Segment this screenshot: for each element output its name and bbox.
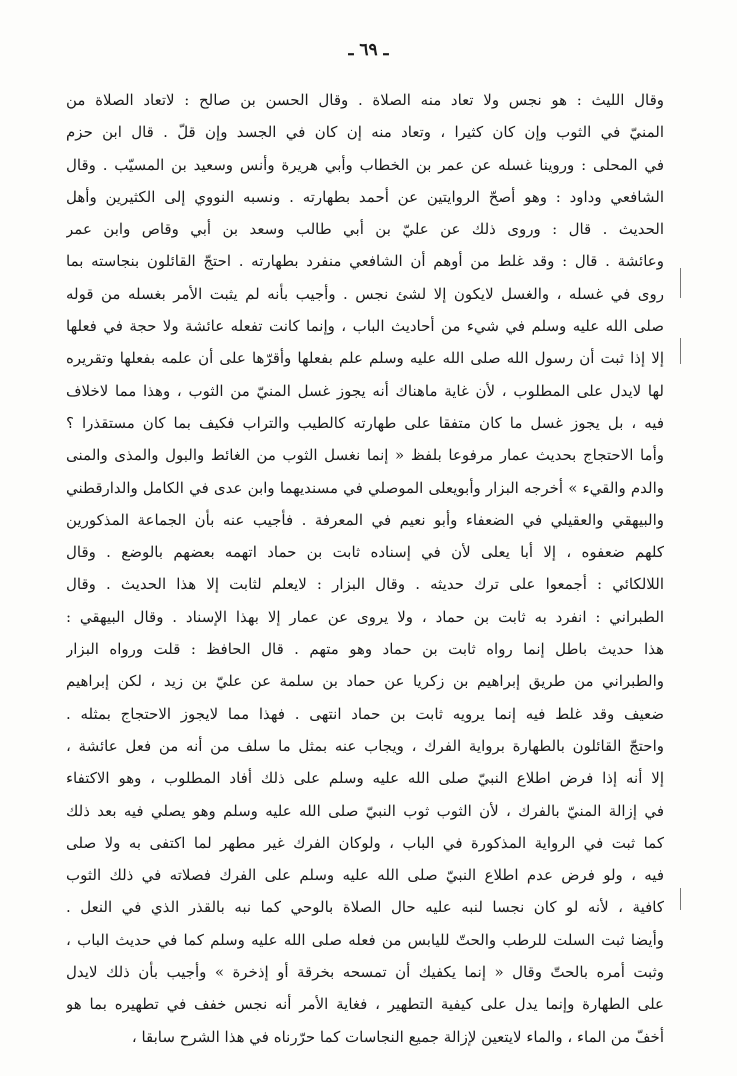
text-line: كلهم ضعفوه ، إلا أبا يعلى لأن في إسناده ثابت بن حماد اتهمه بعضهم بالوضع . وقال [66, 543, 664, 562]
text-line: وعائشة . قال : وقد غلط من أوهم أن الشافعي منفرد بطهارته . احتجّ القائلون بنجاسته بما [66, 252, 664, 271]
text-line: في إزالة المنيّ بالفرك ، لأن الثوب ثوب النبيّ صلى الله عليه وسلم وهو يصلي فيه بعد ذلك [66, 801, 664, 820]
text-line: المنيّ في الثوب وإن كان كثيرا ، وتعاد منه إن كان في الجسد وإن قلّ . قال ابن حزم [66, 123, 664, 142]
text-line: واحتجّ القائلون بالطهارة برواية الفرك ، ويجاب عنه بمثل ما سلف من أنه من فعل عائشة ، [66, 736, 664, 755]
text-line: اللالكائي : أجمعوا على ترك حديثه . وقال البزار : لايعلم لثابت إلا هذا الحديث . وقال [66, 575, 664, 594]
text-line: وقال الليث : هو نجس ولا تعاد منه الصلاة . وقال الحسن بن صالح : لاتعاد الصلاة من [66, 91, 664, 109]
text-line: وأيضا ثبت السلت للرطب والحتّ لليابس من فعله صلى الله عليه وسلم كما في حديث الباب ، [66, 930, 664, 949]
text-line: وأما الاحتجاج بحديث عمار مرفوعا بلفظ « إنما نغسل الثوب من الغائط والبول والمذى والمنى [66, 446, 664, 465]
margin-mark [680, 888, 681, 910]
text-line: صلى الله عليه وسلم في شيء من أحاديث الباب ، وإنما كانت تفعله عائشة ولا حجة في فعلها [66, 317, 664, 336]
text-line: لها لايدل على المطلوب ، لأن غاية ماهناك أنه يجوز غسل المنيّ من الثوب ، وهذا مما لاخلاف [66, 381, 664, 400]
text-line: كما ثبت في الرواية المذكورة في الباب ، ولوكان الفرك غير مطهر لما اكتفى به ولا صلى [66, 833, 664, 852]
text-line: والطبراني من طريق إبراهيم بن زكريا عن حماد بن سلمة عن عليّ بن زيد ، لكن إبراهيم [66, 672, 664, 691]
text-line: روى في غسله ، والغسل لايكون إلا لشئ نجس . وأجيب بأنه لم يثبت الأمر بغسله من قوله [66, 284, 664, 303]
text-line: ضعيف وقد غلط فيه إنما يرويه ثابت بن حماد انتهى . فهذا مما لايجوز الاحتجاج بمثله . [66, 704, 664, 723]
margin-mark [680, 338, 681, 364]
text-line: أخفّ من الماء ، والماء لايتعين لإزالة جميع النجاسات كما حرّرناه في هذا الشرح سابقا ، [131, 1027, 664, 1046]
text-line: والبيهقي والعقيلي في الضعفاء وأبو نعيم في المعرفة . فأجيب عنه بأن الجماعة المذكورين [66, 510, 664, 529]
text-line: في المحلى : وروينا غسله عن عمر بن الخطاب وأبي هريرة وأنس وسعيد بن المسيّب . وقال [66, 155, 664, 174]
text-line: هذا حديث باطل إنما رواه ثابت بن حماد وهو متهم . قال الحافظ : قلت ورواه البزار [66, 640, 664, 659]
text-line: كافية ، لأنه لو كان نجسا لنبه عليه حال الصلاة بالوحي كما نبه بالقذر الذي في النعل . [66, 898, 664, 917]
text-line: إلا أنه إذا فرض اطلاع النبيّ صلى الله عليه وسلم على ذلك أفاد المطلوب ، وهو الاكتفاء [66, 769, 664, 788]
text-line: الشافعي وداود : وهو أصحّ الروايتين عن أحمد بطهارته . ونسبه النووي إلى الكثيرين وأهل [66, 187, 664, 206]
text-body [66, 84, 664, 1053]
text-line: إلا إذا ثبت أن رسول الله صلى الله عليه وسلم علم بفعلها وأقرّها على أن علمه بفعلها وتقريره [66, 349, 664, 368]
text-line: والدم والقيء » أخرجه البزار وأبويعلى الموصلي في مسنديهما وابن عدى في الكامل والدارقطني [66, 478, 664, 497]
margin-mark [680, 268, 681, 298]
text-line: الحديث . قال : وروى ذلك عن عليّ بن أبي طالب وسعد بن أبي وقاص وابن عمر [66, 220, 664, 239]
text-line: فيه ، ولو فرض عدم اطلاع النبيّ صلى الله عليه وسلم على الفرك فصلاته في ذلك الثوب [66, 866, 664, 885]
text-line: وثبت أمره بالحتّ وقال « إنما يكفيك أن تمسحه بخرقة أو إذخرة » وأجيب بأن ذلك لايدل [66, 963, 664, 982]
text-line: فيه ، بل يجوز غسل ما كان متفقا على طهارته كالطيب والتراب فكيف بما كان مستقذرا ؟ [66, 413, 664, 432]
text-line: الطبراني : انفرد به ثابت بن حماد ، ولا يروى عن عمار إلا بهذا الإسناد . وقال البيهقي : [66, 607, 664, 626]
text-line: على الطهارة وإنما يدل على كيفية التطهير ، فغاية الأمر أنه نجس خفف في تطهيره بما هو [66, 995, 664, 1014]
page-number: ـ ٦٩ ـ [348, 40, 389, 60]
